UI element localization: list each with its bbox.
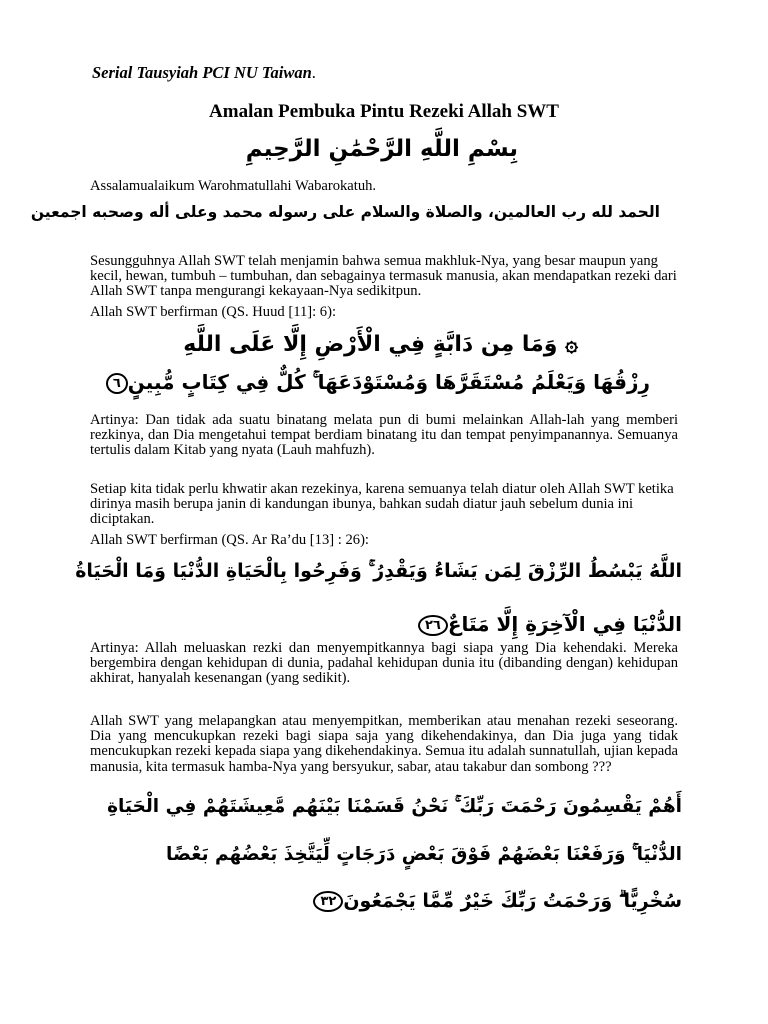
section3-ayah-line-3 xyxy=(160,890,682,912)
section2-ayah-line-1: اللَّهُ يَبْسُطُ الرِّزْقَ لِمَن يَشَاءُ وَيَقْدِرُ ۚ وَفَرِحُوا بِالْحَيَاةِ الدُّنْيَا وَمَا الْحَيَاةُ xyxy=(75,560,682,582)
section1-intro: Sesungguhnya Allah SWT telah menjamin bahwa semua makhluk-Nya, yang besar maupun yang kecil, hewan, tumbuh – tumbuhan, dan sebagainya termasuk manusia, akan mendapatkan rezeki dari Allah SWT tanpa mengurangi kekayaan-Nya sedikitpun. xyxy=(90,253,677,300)
ayah-number-badge: ٣٢ xyxy=(313,891,343,912)
document-title: Amalan Pembuka Pintu Rezeki Allah SWT xyxy=(209,101,559,122)
section3-ayah-line-2: الدُّنْيَا ۚ وَرَفَعْنَا بَعْضَهُمْ فَوْقَ بَعْضٍ دَرَجَاتٍ لِّيَتَّخِذَ بَعْضُهُم بَعْضًا xyxy=(166,844,682,865)
series-dot: . xyxy=(311,63,316,82)
section2-ayah-line-2 xyxy=(300,612,682,636)
section1-translation: Artinya: Dan tidak ada suatu binatang melata pun di bumi melainkan Allah-lah yang memberi rezkinya, dan Dia mengetahui tempat berdiam binatang itu dan tempat penyimpanannya. Semuanya tertulis dalam Kitab yang nyata (Lauh mahfuzh). xyxy=(90,412,678,459)
ayah-text: سُخْرِيًّا ۗ وَرَحْمَتُ رَبِّكَ خَيْرٌ مِّمَّا يَجْمَعُونَ xyxy=(343,890,682,912)
ayah-number-badge: ٢٦ xyxy=(418,615,448,636)
section2-translation: Artinya: Allah meluaskan rezki dan menyempitkannya bagi siapa yang Dia kehendaki. Mereka bergembira dengan kehidupan di dunia, padahal kehidupan dunia itu (dibanding dengan) kehidupan akhirat, hanyalah kesenangan (yang sedikit). xyxy=(90,640,678,687)
section2-intro: Setiap kita tidak perlu khwatir akan rezekinya, karena semuanya telah diatur oleh Allah SWT ketika dirinya masih berupa janin di kandungan ibunya, bahkan sudah diatur jauh sebelum dunia ini diciptakan. xyxy=(90,481,674,528)
series-label: Serial Tausyiah PCI NU Taiwan xyxy=(92,63,312,82)
ayah-text: رِزْقُهَا وَيَعْلَمُ مُسْتَقَرَّهَا وَمُسْتَوْدَعَهَا ۚ كُلٌّ فِي كِتَابٍ مُّبِينٍ xyxy=(127,370,650,394)
greeting-salam: Assalamualaikum Warohmatullahi Wabarokatuh. xyxy=(90,178,377,194)
section1-ayah-line-1: ۞ وَمَا مِن دَابَّةٍ فِي الْأَرْضِ إِلَّا عَلَى اللَّهِ xyxy=(183,332,578,357)
section2-firman: Allah SWT berfirman (QS. Ar Ra’du [13] : 26): xyxy=(90,532,369,548)
basmalah-calligraphy: بِسْمِ اللَّهِ الرَّحْمَٰنِ الرَّحِيمِ xyxy=(245,136,518,162)
section3-intro: Allah SWT yang melapangkan atau menyempitkan, memberikan atau menahan rezeki seseorang. Dia yang mencukupkan rezeki bagi siapa saja yang dikehendakinya, dan Dia juga yang tidak mencukupkan rezeki kepada siapa yang dikehendakinya. Semua itu adalah sunnatullah, ujian kepada manusia, kita termasuk hamba-Nya yang bersyukur, sabar, atau takabur dan sombong ??? xyxy=(90,713,678,775)
ayah-number-badge: ٦ xyxy=(106,373,128,394)
hamdalah-text: الحمد لله رب العالمين، والصلاة والسلام على رسوله محمد وعلى أله وصحبه اجمعين xyxy=(30,203,660,221)
section1-firman: Allah SWT berfirman (QS. Huud [11]: 6): xyxy=(90,304,337,320)
section1-ayah-line-2 xyxy=(100,370,650,394)
series-header xyxy=(92,63,316,83)
ayah-text: الدُّنْيَا فِي الْآخِرَةِ إِلَّا مَتَاعٌ xyxy=(447,612,682,636)
section3-ayah-line-1: أَهُمْ يَقْسِمُونَ رَحْمَتَ رَبِّكَ ۚ نَحْنُ قَسَمْنَا بَيْنَهُم مَّعِيشَتَهُمْ فِي الْحَيَاةِ xyxy=(107,796,682,817)
